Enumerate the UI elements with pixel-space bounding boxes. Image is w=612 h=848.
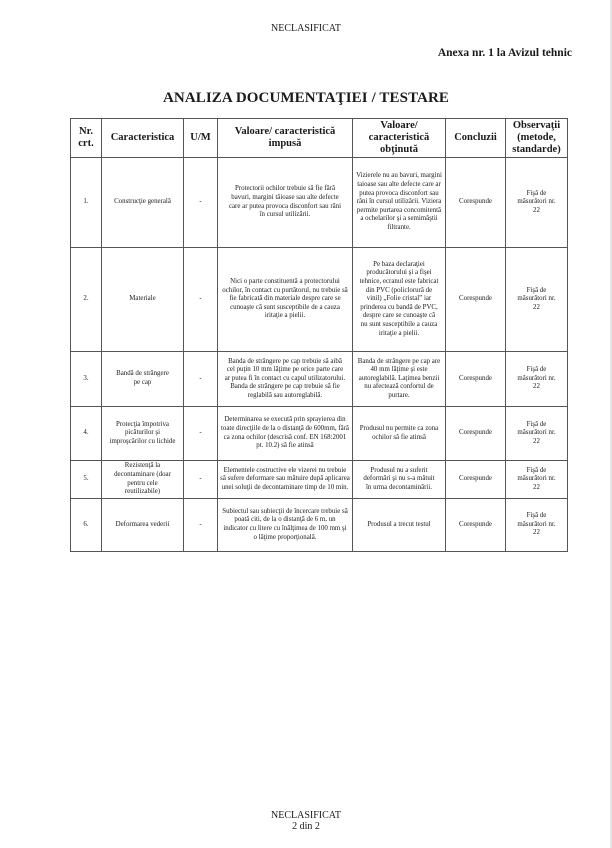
cell-characteristic: Bandă de strângere pe cap bbox=[102, 352, 184, 407]
cell-characteristic: Rezistenţă la decontaminare (doar pentru cele reutilizabile) bbox=[102, 461, 184, 499]
cell-characteristic: Construcţie generală bbox=[102, 158, 184, 248]
cell-obtained: Vizierele nu au bavuri, margini taioase sau alte defecte care ar putea provoca disconfort sau răni în cursul utilizării. Viziera permite purtarea concomitentă a ochelarilor şi a semimăştii filtrante. bbox=[353, 158, 446, 248]
cell-required: Subiectul sau subiecţii de încercare trebuie să poată citi, de la o distanţă de 6 m, un indicator cu litere cu înălţimea de 100 mm şi o lăţime proporţională. bbox=[218, 499, 353, 552]
cell-observations: Fişă de măsurători nr. 22 bbox=[506, 499, 568, 552]
cell-um: - bbox=[184, 499, 218, 552]
cell-nr: 5. bbox=[71, 461, 102, 499]
cell-observations: Fişă de măsurători nr. 22 bbox=[506, 158, 568, 248]
table-row bbox=[71, 352, 568, 407]
table-row bbox=[71, 499, 568, 552]
cell-observations: Fişă de măsurători nr. 22 bbox=[506, 248, 568, 352]
classification-footer: NECLASIFICAT bbox=[270, 810, 341, 821]
column-header-required: Valoare/ caracteristică impusă bbox=[218, 119, 353, 158]
table-row bbox=[71, 158, 568, 248]
cell-required: Protectorii ochilor trebuie să fie fără bavuri, margini tăioase sau alte defecte care ar putea provoca disconfort sau răni în cursul utilizării. bbox=[218, 158, 353, 248]
cell-um: - bbox=[184, 158, 218, 248]
cell-nr: 2. bbox=[71, 248, 102, 352]
column-header-nr: Nr. crt. bbox=[71, 119, 102, 158]
column-header-conclusion: Concluzii bbox=[446, 119, 506, 158]
page-number: 2 din 2 bbox=[292, 821, 320, 832]
cell-conclusion: Corespunde bbox=[446, 461, 506, 499]
cell-um: - bbox=[184, 248, 218, 352]
cell-observations: Fişă de măsurători nr. 22 bbox=[506, 407, 568, 461]
cell-nr: 3. bbox=[71, 352, 102, 407]
table-row bbox=[71, 407, 568, 461]
table-row bbox=[71, 248, 568, 352]
cell-characteristic: Protecţia împotriva picăturilor şi improşcărilor cu lichide bbox=[102, 407, 184, 461]
cell-conclusion: Corespunde bbox=[446, 158, 506, 248]
annex-label: Anexa nr. 1 la Avizul tehnic bbox=[437, 47, 572, 59]
classification-header: NECLASIFICAT bbox=[270, 23, 341, 34]
column-header-um: U/M bbox=[184, 119, 218, 158]
cell-conclusion: Corespunde bbox=[446, 352, 506, 407]
cell-nr: 1. bbox=[71, 158, 102, 248]
cell-required: Banda de strângere pe cap trebuie să aibă cel puţin 10 mm lăţime pe orice parte care ar putea fi în contact cu capul utilizatorului. Banda de strângere pe cap trebuie să fie reglabilă sau autoreglabilă. bbox=[218, 352, 353, 407]
cell-conclusion: Corespunde bbox=[446, 499, 506, 552]
table-row bbox=[71, 461, 568, 499]
cell-nr: 6. bbox=[71, 499, 102, 552]
column-header-obtained: Valoare/ caracteristică obţinută bbox=[353, 119, 446, 158]
cell-required: Elementele costructive ele vizerei nu trebuie să sufere deformare sau mătuire după aplicarea unei soluţii de decontaminare timp de 10 min. bbox=[218, 461, 353, 499]
cell-conclusion: Corespunde bbox=[446, 248, 506, 352]
cell-um: - bbox=[184, 352, 218, 407]
column-header-characteristic: Caracteristica bbox=[102, 119, 184, 158]
cell-characteristic: Deformarea vederii bbox=[102, 499, 184, 552]
cell-obtained: Produsul nu permite ca zona ochilor să fie atinsă bbox=[353, 407, 446, 461]
analysis-table bbox=[70, 118, 568, 552]
cell-obtained: Pe baza declaraţiei producătorului şi a fişei tehnice, ecranul este fabricat din PVC (policlorură de vinil) „Folie cristal” iar prinderea cu bandă de PVC, despre care se cunoaşte că nu sunt susceptibile a cauza iritaţie a pielii. bbox=[353, 248, 446, 352]
cell-um: - bbox=[184, 461, 218, 499]
cell-obtained: Banda de strângere pe cap are 40 mm lăţime şi este autoreglabilă. Laţimea benzii nu afectează confortul de purtare. bbox=[353, 352, 446, 407]
cell-observations: Fişă de măsurători nr. 22 bbox=[506, 461, 568, 499]
cell-required: Nici o parte constituentă a protectorului ochilor, în contact cu purtătorul, nu trebuie să fie fabricată din materiale despre care se cunoaşte că sunt susceptibile de a cauza iritaţie a pielii. bbox=[218, 248, 353, 352]
cell-um: - bbox=[184, 407, 218, 461]
footer bbox=[0, 810, 612, 832]
cell-required: Determinarea se execută prin sprayierea din toate direcţiile de la o distanţă de 600mm, fără ca zona ochilor (descrisă conf. EN 168:2001 pt. 10.2) să fie atinsă bbox=[218, 407, 353, 461]
page-title: ANALIZA DOCUMENTAŢIEI / TESTARE bbox=[162, 90, 450, 106]
cell-observations: Fişă de măsurători nr. 22 bbox=[506, 352, 568, 407]
cell-obtained: Produsul a trecut testul bbox=[353, 499, 446, 552]
column-header-observations: Observaţii (metode, standarde) bbox=[506, 119, 568, 158]
cell-nr: 4. bbox=[71, 407, 102, 461]
cell-characteristic: Materiale bbox=[102, 248, 184, 352]
table-header-row bbox=[71, 119, 568, 158]
cell-conclusion: Corespunde bbox=[446, 407, 506, 461]
cell-obtained: Produsul nu a suferit deformări şi nu s-a mătuit în urma decontaminării. bbox=[353, 461, 446, 499]
